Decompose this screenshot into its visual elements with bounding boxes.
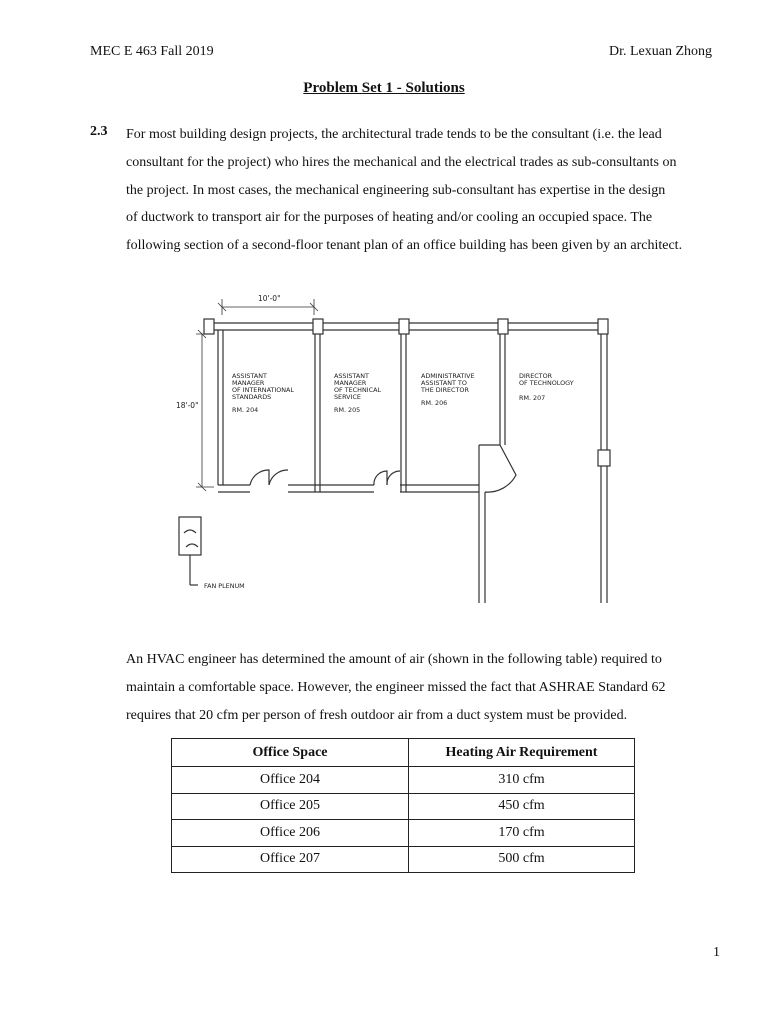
table-cell: 450 cfm bbox=[409, 793, 635, 820]
followup-paragraph bbox=[126, 646, 716, 729]
problem-number: 2.3 bbox=[90, 124, 108, 139]
room-label-line: ASSISTANT bbox=[232, 372, 267, 380]
table-cell: Office 204 bbox=[172, 767, 409, 794]
intro-line: consultant for the project) who hires the mechanical and the electrical trades as sub-consultants on bbox=[126, 154, 677, 170]
room-label-line: ASSISTANT TO bbox=[421, 379, 467, 387]
dimension-depth: 18'-0" bbox=[176, 401, 199, 410]
table-row bbox=[172, 793, 635, 820]
room-label-line: OF INTERNATIONAL bbox=[232, 386, 294, 394]
table-cell: 310 cfm bbox=[409, 767, 635, 794]
page-number: 1 bbox=[713, 945, 720, 960]
intro-line: the project. In most cases, the mechanical engineering sub-consultant has expertise in the design bbox=[126, 182, 666, 198]
page-title: Problem Set 1 - Solutions bbox=[303, 80, 465, 96]
room-label-line: THE DIRECTOR bbox=[421, 386, 469, 394]
column-header: Heating Air Requirement bbox=[409, 739, 635, 767]
floor-plan-drawing bbox=[174, 285, 630, 610]
followup-line: An HVAC engineer has determined the amount of air (shown in the following table) required to bbox=[126, 652, 662, 667]
table-row bbox=[172, 820, 635, 847]
room-label-line: MANAGER bbox=[232, 379, 265, 387]
room-label-205 bbox=[334, 372, 381, 414]
table-cell: Office 207 bbox=[172, 846, 409, 873]
table-row bbox=[172, 846, 635, 873]
room-label-line: DIRECTOR bbox=[519, 372, 553, 380]
table-cell: Office 205 bbox=[172, 793, 409, 820]
fan-plenum-label: FAN PLENUM bbox=[204, 582, 245, 590]
table-cell: Office 206 bbox=[172, 820, 409, 847]
room-label-207 bbox=[519, 372, 574, 402]
room-number: RM. 204 bbox=[232, 406, 259, 414]
table-cell: 170 cfm bbox=[409, 820, 635, 847]
room-label-line: MANAGER bbox=[334, 379, 367, 387]
intro-line: of ductwork to transport air for the purposes of heating and/or cooling an occupied space. The bbox=[126, 210, 653, 226]
room-number: RM. 206 bbox=[421, 399, 448, 407]
intro-line: following section of a second-floor tenant plan of an office building has been given by an architect. bbox=[126, 238, 683, 254]
room-label-line: ASSISTANT bbox=[334, 372, 369, 380]
room-label-line: ADMINISTRATIVE bbox=[421, 372, 475, 380]
table-row bbox=[172, 767, 635, 794]
followup-line: maintain a comfortable space. However, the engineer missed the fact that ASHRAE Standard 62 bbox=[126, 679, 666, 695]
room-label-line: OF TECHNOLOGY bbox=[519, 379, 574, 387]
room-label-line: STANDARDS bbox=[232, 393, 272, 401]
room-number: RM. 205 bbox=[334, 406, 361, 414]
room-label-206 bbox=[420, 372, 475, 407]
air-requirement-table bbox=[171, 738, 635, 873]
table-header-row bbox=[172, 739, 635, 767]
table-cell: 500 cfm bbox=[409, 846, 635, 873]
followup-line: requires that 20 cfm per person of fresh outdoor air from a duct system must be provided. bbox=[126, 707, 628, 723]
dimension-width: 10'-0" bbox=[258, 294, 281, 303]
header-instructor: Dr. Lexuan Zhong bbox=[608, 44, 712, 59]
intro-line: For most building design projects, the architectural trade tends to be the consultant (i.e. the lead bbox=[126, 127, 662, 142]
header-course: MEC E 463 Fall 2019 bbox=[90, 44, 214, 59]
column-header: Office Space bbox=[172, 739, 409, 767]
problem-intro-paragraph bbox=[126, 121, 716, 260]
room-label-204 bbox=[232, 372, 294, 414]
room-label-line: SERVICE bbox=[334, 393, 361, 401]
room-number: RM. 207 bbox=[519, 394, 546, 402]
room-label-line: OF TECHNICAL bbox=[334, 386, 382, 394]
